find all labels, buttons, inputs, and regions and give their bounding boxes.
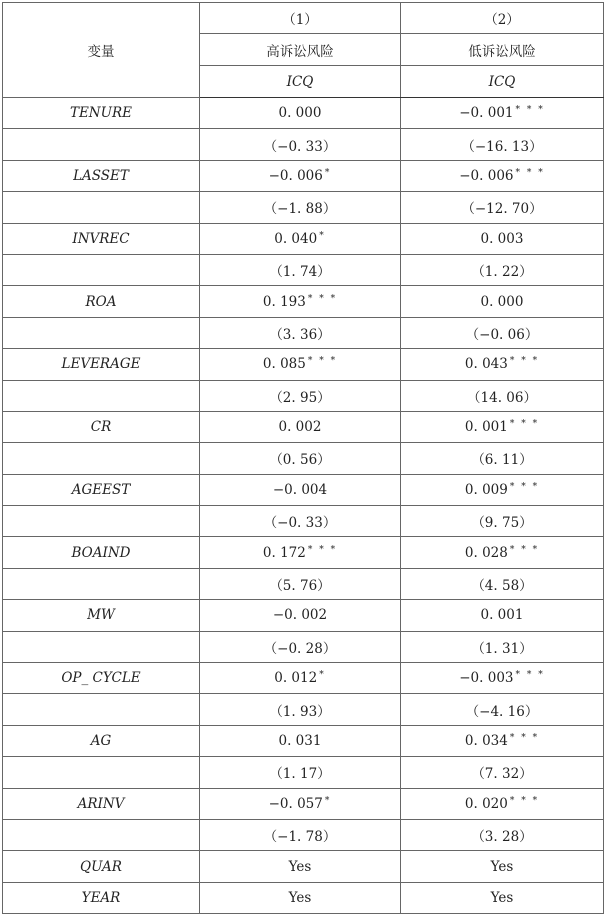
empty-cell <box>3 631 200 662</box>
coefficient-col1 <box>200 663 401 694</box>
t-stat-row <box>3 506 604 537</box>
t-stat-row <box>3 757 604 788</box>
t-stat-col2 <box>401 631 604 662</box>
t-stat-col2-value: （−12. 70） <box>461 201 543 218</box>
t-stat-row <box>3 694 604 725</box>
coefficient-col1-value: −0. 004 <box>272 481 328 498</box>
coefficient-col2-value: 0. 028 <box>464 544 508 561</box>
t-stat-row <box>3 443 604 474</box>
coefficient-row <box>3 223 604 254</box>
variable-name <box>3 223 200 254</box>
empty-cell <box>3 757 200 788</box>
coefficient-col2-value: 0. 009 <box>464 481 508 498</box>
coefficient-row <box>3 537 604 568</box>
empty-cell <box>3 694 200 725</box>
coefficient-row <box>3 349 604 380</box>
control-col1 <box>200 851 401 882</box>
coefficient-col1-value: −0. 006 <box>268 167 323 184</box>
control-col1-value: Yes <box>288 858 312 875</box>
empty-cell <box>3 506 200 537</box>
coefficient-col1-value: −0. 057 <box>268 795 323 812</box>
t-stat-col1-value: （3. 36） <box>269 326 331 343</box>
coefficient-row <box>3 725 604 756</box>
coefficient-col2-significance-stars: * * * <box>509 356 540 367</box>
coefficient-col2-value: 0. 000 <box>480 293 524 310</box>
t-stat-col2-value: （−4. 16） <box>465 703 539 720</box>
t-stat-col2 <box>401 192 604 223</box>
coefficient-col1 <box>200 160 401 191</box>
t-stat-row <box>3 380 604 411</box>
variable-name-value: TENURE <box>69 105 133 122</box>
coefficient-col1-significance-stars: * <box>324 795 332 806</box>
t-stat-row <box>3 192 604 223</box>
variable-name-value: INVREC <box>72 230 130 247</box>
variable-name <box>3 663 200 694</box>
t-stat-col2 <box>401 819 604 850</box>
variable-name-value: AGEEST <box>71 481 131 498</box>
coefficient-col2 <box>401 223 604 254</box>
coefficient-col1 <box>200 725 401 756</box>
coefficient-col2 <box>401 286 604 317</box>
coefficient-col2-value: 0. 001 <box>480 607 524 624</box>
column-1-index: （1） <box>200 3 401 34</box>
coefficient-col2-significance-stars: * * * <box>509 795 540 806</box>
t-stat-col1 <box>200 443 401 474</box>
control-col1-value: Yes <box>288 889 312 906</box>
t-stat-row <box>3 819 604 850</box>
t-stat-col2 <box>401 694 604 725</box>
t-stat-col1 <box>200 380 401 411</box>
coefficient-row <box>3 474 604 505</box>
coefficient-col2-value: 0. 003 <box>480 230 524 247</box>
coefficient-col1-value: 0. 172 <box>262 544 306 561</box>
t-stat-row <box>3 254 604 285</box>
coefficient-col1-value: 0. 000 <box>278 105 322 122</box>
variable-name-value: MW <box>87 607 115 624</box>
coefficient-col1 <box>200 349 401 380</box>
t-stat-col2 <box>401 317 604 348</box>
coefficient-col2-value: 0. 020 <box>464 795 508 812</box>
coefficient-col1-significance-stars: * <box>324 167 332 178</box>
coefficient-col1 <box>200 474 401 505</box>
coefficient-col1 <box>200 788 401 819</box>
coefficient-col2 <box>401 788 604 819</box>
variable-name <box>3 411 200 442</box>
empty-cell <box>3 254 200 285</box>
variable-name-value: AG <box>90 733 112 749</box>
column-2-group: 低诉讼风险 <box>401 34 604 66</box>
t-stat-row <box>3 568 604 599</box>
control-col2-value: Yes <box>490 889 514 906</box>
coefficient-col2 <box>401 725 604 756</box>
coefficient-col2 <box>401 474 604 505</box>
t-stat-col1-value: （−0. 33） <box>263 138 337 155</box>
coefficient-col1-value: 0. 031 <box>278 733 322 749</box>
coefficient-col2 <box>401 411 604 442</box>
coefficient-col2-significance-stars: * * * <box>515 105 545 116</box>
t-stat-col1-value: （2. 95） <box>269 389 331 406</box>
variable-name <box>3 725 200 756</box>
coefficient-col2-significance-stars: * * * <box>509 419 540 430</box>
coefficient-col2-significance-stars: * * * <box>509 544 540 555</box>
t-stat-col2-value: （14. 06） <box>467 389 537 406</box>
variable-name-value: ARINV <box>77 795 125 812</box>
t-stat-col2 <box>401 129 604 160</box>
coefficient-col2-value: 0. 043 <box>464 356 508 373</box>
variable-name <box>3 349 200 380</box>
t-stat-col1-value: （−0. 33） <box>263 515 337 532</box>
variable-name <box>3 98 200 129</box>
empty-cell <box>3 192 200 223</box>
t-stat-col1 <box>200 506 401 537</box>
control-col1 <box>200 882 401 913</box>
t-stat-col1 <box>200 757 401 788</box>
t-stat-col2-value: （1. 22） <box>471 264 533 281</box>
t-stat-col1-value: （0. 56） <box>269 452 331 469</box>
control-col2-value: Yes <box>490 858 514 875</box>
coefficient-col1-significance-stars: * * * <box>307 544 338 555</box>
variable-name-value: CR <box>90 419 112 436</box>
coefficient-col1-value: 0. 085 <box>262 356 306 373</box>
header-row-index <box>3 3 604 34</box>
variable-name-value: BOAIND <box>71 544 131 561</box>
t-stat-col2-value: （−16. 13） <box>461 138 543 155</box>
empty-cell <box>3 129 200 160</box>
control-col2 <box>401 882 604 913</box>
coefficient-col2-significance-stars: * * * <box>509 481 540 492</box>
t-stat-col2 <box>401 380 604 411</box>
variable-name-value: ROA <box>85 293 117 310</box>
empty-cell <box>3 317 200 348</box>
coefficient-col2-value: −0. 006 <box>459 167 514 184</box>
empty-cell <box>3 819 200 850</box>
t-stat-row <box>3 317 604 348</box>
t-stat-col1 <box>200 819 401 850</box>
t-stat-col1 <box>200 631 401 662</box>
t-stat-col1 <box>200 129 401 160</box>
coefficient-col1-significance-stars: * <box>319 230 326 241</box>
variable-name <box>3 788 200 819</box>
variable-header: 变量 <box>3 3 200 98</box>
coefficient-row <box>3 788 604 819</box>
control-name <box>3 851 200 882</box>
t-stat-col2-value: （7. 32） <box>471 766 533 783</box>
column-1-group: 高诉讼风险 <box>200 34 401 66</box>
control-row <box>3 851 604 882</box>
t-stat-col2 <box>401 506 604 537</box>
coefficient-col2-value: 0. 001 <box>464 419 508 436</box>
coefficient-col2-significance-stars: * * * <box>515 167 545 178</box>
coefficient-col1 <box>200 537 401 568</box>
empty-cell <box>3 568 200 599</box>
coefficient-col2 <box>401 537 604 568</box>
t-stat-col2-value: （−0. 06） <box>465 326 539 343</box>
coefficient-col2 <box>401 600 604 631</box>
coefficient-col2-significance-stars: * * * <box>509 733 540 743</box>
coefficient-row <box>3 411 604 442</box>
coefficient-col1-value: 0. 040 <box>274 230 318 247</box>
t-stat-col1 <box>200 192 401 223</box>
coefficient-col1-value: 0. 012 <box>274 670 318 687</box>
variable-name-value: LEVERAGE <box>61 356 141 373</box>
t-stat-col1-value: （1. 93） <box>269 703 331 720</box>
coefficient-col1-significance-stars: * * * <box>307 356 338 367</box>
control-col2 <box>401 851 604 882</box>
empty-cell <box>3 380 200 411</box>
coefficient-col1 <box>200 98 401 129</box>
column-1-dependent-variable: ICQ <box>200 66 401 98</box>
t-stat-col2 <box>401 254 604 285</box>
coefficient-col2-value: −0. 003 <box>459 670 514 687</box>
coefficient-col2 <box>401 160 604 191</box>
t-stat-col2 <box>401 757 604 788</box>
regression-table <box>2 2 604 914</box>
coefficient-row <box>3 663 604 694</box>
coefficient-col1-value: −0. 002 <box>272 607 328 624</box>
t-stat-col1-value: （−0. 28） <box>263 640 337 657</box>
t-stat-col2-value: （3. 28） <box>471 829 533 846</box>
t-stat-col1 <box>200 568 401 599</box>
column-2-dependent-variable: ICQ <box>401 66 604 98</box>
t-stat-col2-value: （1. 31） <box>471 640 533 657</box>
coefficient-col1-significance-stars: * <box>319 670 326 681</box>
t-stat-col2 <box>401 443 604 474</box>
t-stat-col1-value: （−1. 88） <box>263 201 337 218</box>
coefficient-col2-value: −0. 001 <box>459 105 514 122</box>
variable-name <box>3 286 200 317</box>
coefficient-col2 <box>401 98 604 129</box>
variable-name <box>3 474 200 505</box>
t-stat-col2-value: （4. 58） <box>471 578 533 595</box>
empty-cell <box>3 443 200 474</box>
variable-name-value: LASSET <box>73 167 129 184</box>
coefficient-col2 <box>401 349 604 380</box>
coefficient-col2-significance-stars: * * * <box>515 670 545 681</box>
column-2-index: （2） <box>401 3 604 34</box>
control-name <box>3 882 200 913</box>
coefficient-col2 <box>401 663 604 694</box>
coefficient-row <box>3 98 604 129</box>
variable-name-value: OP_ CYCLE <box>61 670 141 687</box>
t-stat-row <box>3 129 604 160</box>
variable-name <box>3 160 200 191</box>
coefficient-col1-value: 0. 193 <box>262 293 306 310</box>
t-stat-col1-value: （−1. 78） <box>263 829 337 846</box>
t-stat-col2-value: （6. 11） <box>471 452 533 469</box>
variable-name <box>3 600 200 631</box>
coefficient-col1 <box>200 286 401 317</box>
coefficient-col1 <box>200 411 401 442</box>
coefficient-row <box>3 160 604 191</box>
coefficient-row <box>3 286 604 317</box>
coefficient-col2-value: 0. 034 <box>464 733 508 749</box>
coefficient-col1-value: 0. 002 <box>278 419 322 436</box>
t-stat-col2-value: （9. 75） <box>471 515 533 532</box>
coefficient-row <box>3 600 604 631</box>
coefficient-col1 <box>200 600 401 631</box>
control-name-value: QUAR <box>80 858 122 875</box>
t-stat-col1 <box>200 694 401 725</box>
coefficient-col1 <box>200 223 401 254</box>
control-name-value: YEAR <box>81 889 121 906</box>
coefficient-col1-significance-stars: * * * <box>307 293 338 304</box>
t-stat-col1-value: （1. 17） <box>269 766 331 783</box>
control-row <box>3 882 604 913</box>
variable-name <box>3 537 200 568</box>
t-stat-col1 <box>200 317 401 348</box>
t-stat-col1 <box>200 254 401 285</box>
t-stat-row <box>3 631 604 662</box>
t-stat-col1-value: （1. 74） <box>269 264 331 281</box>
t-stat-col1-value: （5. 76） <box>269 578 331 595</box>
t-stat-col2 <box>401 568 604 599</box>
